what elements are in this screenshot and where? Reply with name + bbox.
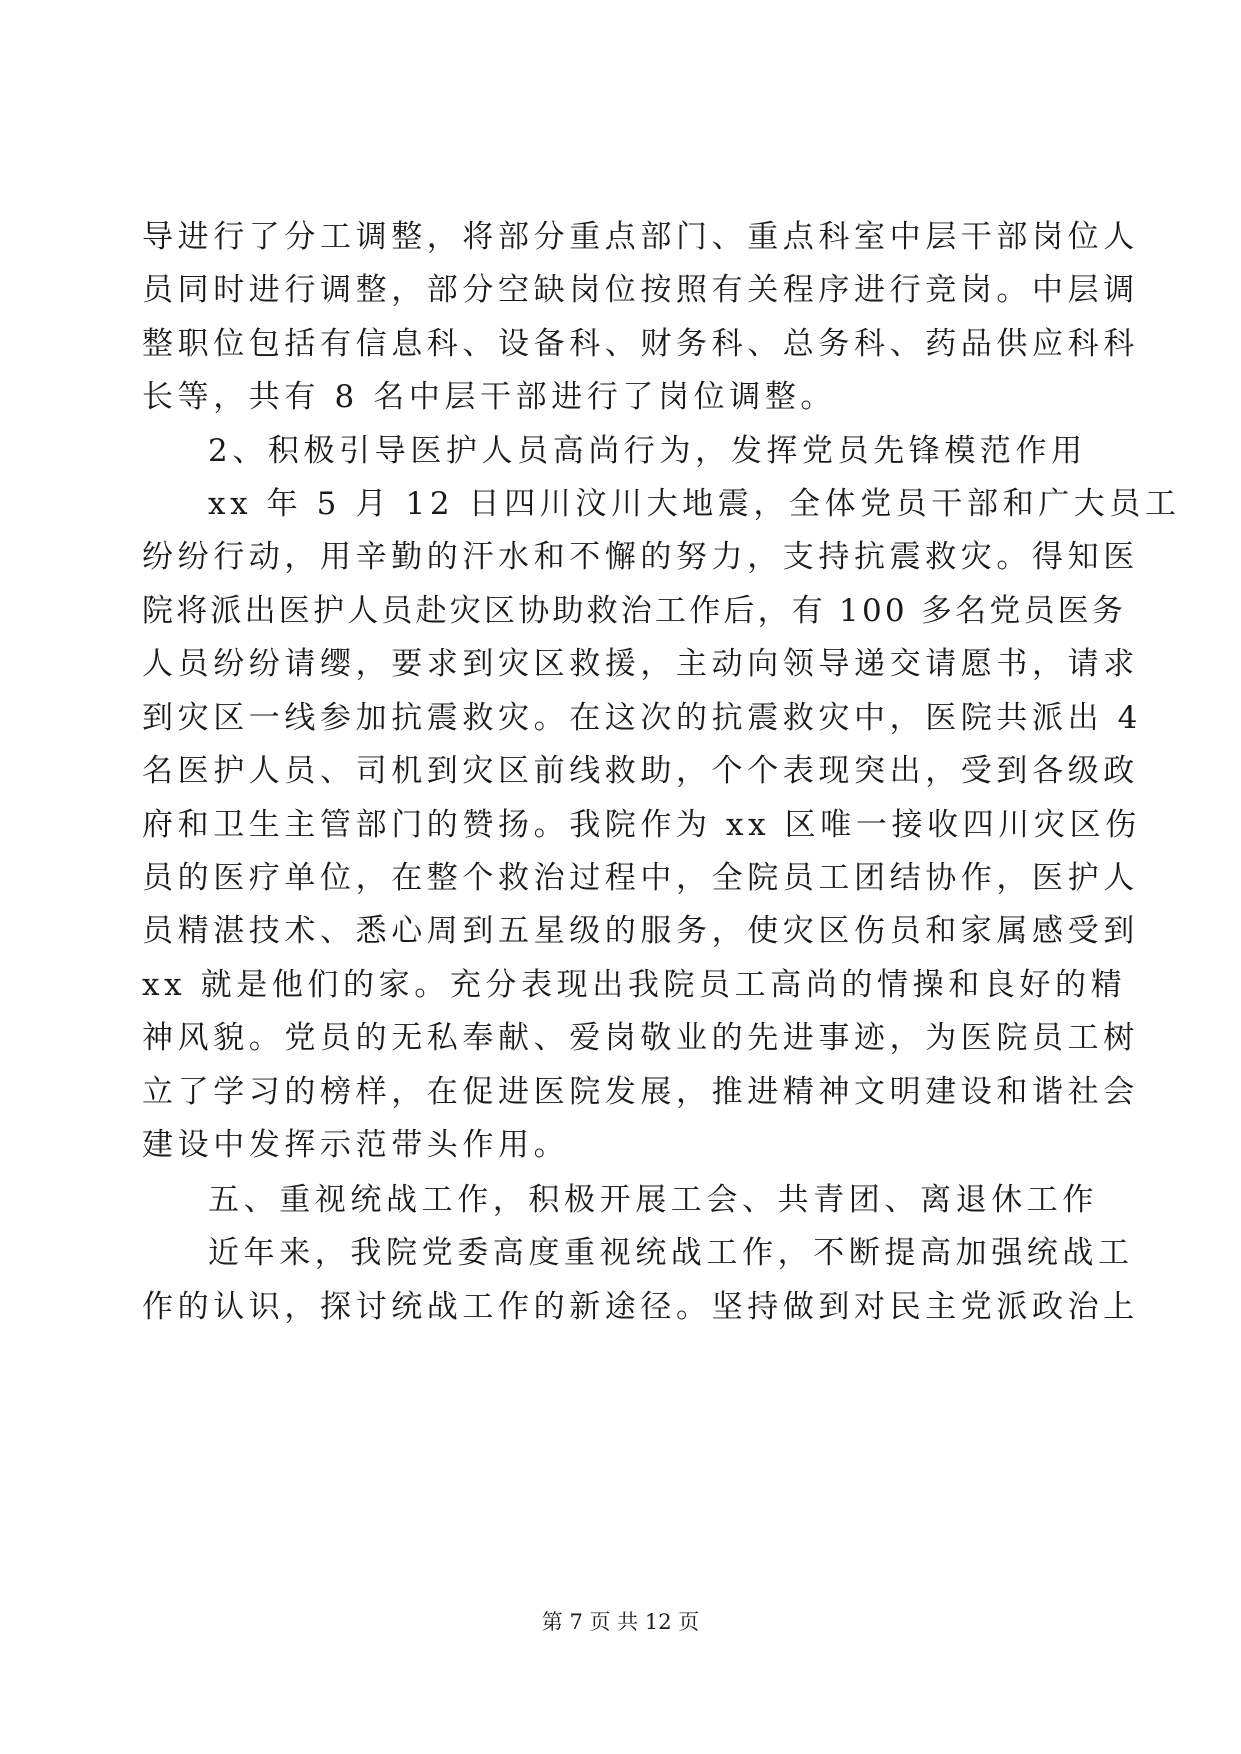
section-heading: 2、积极引导医护人员高尚行为，发挥党员先锋模范作用 — [208, 433, 1087, 469]
body-line: 近年来，我院党委高度重视统战工作，不断提高加强统战工 — [208, 1235, 1134, 1271]
body-line: 院将派出医护人员赴灾区协助救治工作后，有 100 多名党员医务 — [142, 593, 1127, 629]
section-heading: 五、重视统战工作，积极开展工会、共青团、离退休工作 — [208, 1182, 1098, 1218]
body-line: 导进行了分工调整，将部分重点部门、重点科室中层干部岗位人 — [142, 219, 1139, 255]
body-line: 作的认识，探讨统战工作的新途径。坚持做到对民主党派政治上 — [142, 1289, 1139, 1325]
body-line: 员精湛技术、悉心周到五星级的服务，使灾区伤员和家属感受到 — [142, 913, 1139, 949]
page-footer: 第 7 页 共 12 页 — [541, 1610, 700, 1634]
body-line: 人员纷纷请缨，要求到灾区救援，主动向领导递交请愿书，请求 — [142, 646, 1139, 682]
body-line: 立了学习的榜样，在促进医院发展，推进精神文明建设和谐社会 — [142, 1074, 1139, 1110]
body-line: 名医护人员、司机到灾区前线救助，个个表现突出，受到各级政 — [142, 753, 1139, 789]
body-line: 整职位包括有信息科、设备科、财务科、总务科、药品供应科科 — [142, 326, 1139, 362]
body-line: 府和卫生主管部门的赞扬。我院作为 xx 区唯一接收四川灾区伤 — [142, 807, 1141, 843]
body-line: 员同时进行调整，部分空缺岗位按照有关程序进行竞岗。中层调 — [142, 272, 1139, 308]
body-line: xx 年 5 月 12 日四川汶川大地震，全体党员干部和广大员工 — [208, 486, 1181, 522]
body-line: xx 就是他们的家。充分表现出我院员工高尚的情操和良好的精 — [142, 967, 1127, 1003]
body-line: 长等，共有 8 名中层干部进行了岗位调整。 — [142, 379, 837, 415]
body-line: 到灾区一线参加抗震救灾。在这次的抗震救灾中，医院共派出 4 — [142, 700, 1142, 736]
body-line: 纷纷行动，用辛勤的汗水和不懈的努力，支持抗震救灾。得知医 — [142, 539, 1139, 575]
body-line: 员的医疗单位，在整个救治过程中，全院员工团结协作，医护人 — [142, 860, 1139, 896]
body-line: 神风貌。党员的无私奉献、爱岗敬业的先进事迹，为医院员工树 — [142, 1020, 1139, 1056]
body-line: 建设中发挥示范带头作用。 — [142, 1127, 570, 1163]
